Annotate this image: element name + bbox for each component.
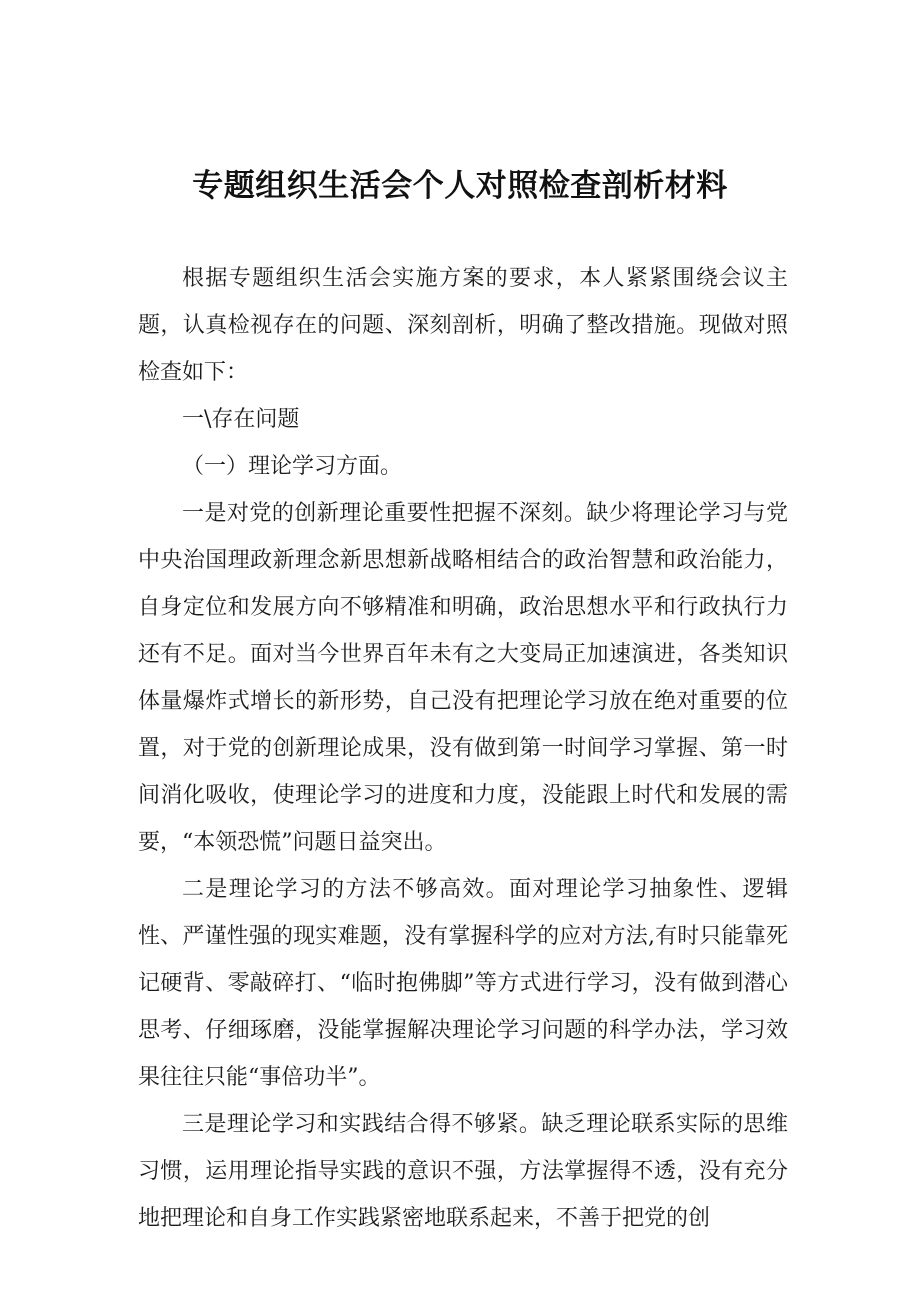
document-body xyxy=(138,255,788,1242)
body-paragraph-1: 一是对党的创新理论重要性把握不深刻。缺少将理论学习与党中央治国理政新理念新思想新战略相结合的政治智慧和政治能力，自身定位和发展方向不够精准和明确，政治思想水平和行政执行力还有不足。面对当今世界百年未有之大变局正加速演进，各类知识体量爆炸式增长的新形势，自己没有把理论学习放在绝对重要的位置，对于党的创新理论成果，没有做到第一时间学习掌握、第一时间消化吸收，使理论学习的进度和力度，没能跟上时代和发展的需要，“本领恐慌”问题日益突出。 xyxy=(138,501,788,855)
intro-paragraph: 根据专题组织生活会实施方案的要求，本人紧紧围绕会议主题，认真检视存在的问题、深刻剖析，明确了整改措施。现做对照检查如下： xyxy=(138,266,788,385)
subsection-heading: （一）理论学习方面。 xyxy=(182,454,403,479)
section-heading: 一\存在问题 xyxy=(182,407,300,432)
body-paragraph-3: 三是理论学习和实践结合得不够紧。缺乏理论联系实际的思维习惯，运用理论指导实践的意识不强，方法掌握得不透，没有充分地把理论和自身工作实践紧密地联系起来，不善于把党的创 xyxy=(138,1112,788,1231)
body-paragraph-2: 二是理论学习的方法不够高效。面对理论学习抽象性、逻辑性、严谨性强的现实难题，没有掌握科学的应对方法,有时只能靠死记硬背、零敲碎打、“临时抱佛脚”等方式进行学习，没有做到潜心思考、仔细琢磨，没能掌握解决理论学习问题的科学办法，学习效果往往只能“事倍功半”。 xyxy=(138,877,788,1090)
document-title: 专题组织生活会个人对照检查剖析材料 xyxy=(192,168,728,204)
